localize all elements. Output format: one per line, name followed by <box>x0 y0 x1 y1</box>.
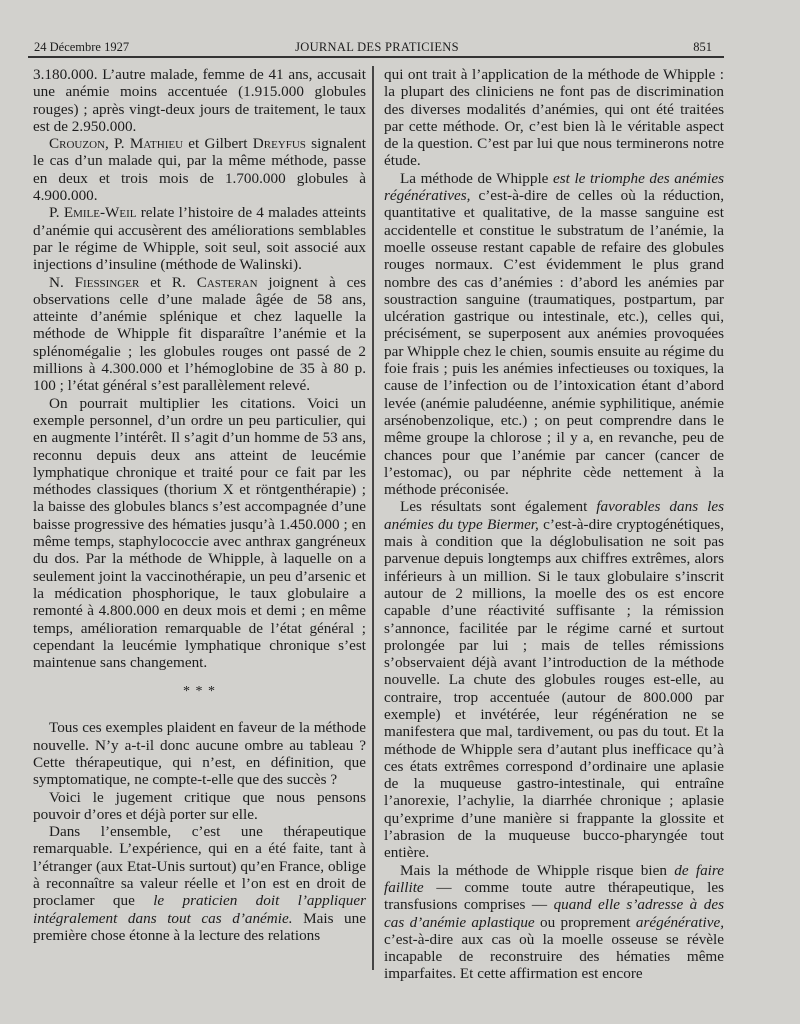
paragraph: qui ont trait à l’application de la méthode de Whipple : la plupart des cliniciens ne font pas de discrimination des diverses modalités d’anémies, qui ont été traitées par cette méthode. Or, c’est bien là le véritable aspect de la question. C’est par lui que nous terminerons notre étude. <box>384 66 724 170</box>
emphasis: le praticien doit l’appliquer intégralement dans tout cas d’anémie. <box>33 892 366 927</box>
section-separator: * * * <box>183 684 216 700</box>
emphasis: quand elle s’adresse à des cas d’anémie aplastique <box>384 896 724 931</box>
running-header <box>30 34 724 56</box>
author-name: Crouzon <box>49 135 105 153</box>
paragraph: Tous ces exemples plaident en faveur de la méthode nouvelle. N’y a-t-il donc aucune ombre au tableau ? Cette thérapeutique, qui n’est, en définition, que symptomatique, ne compte-t-elle que des succès ? <box>33 719 366 789</box>
paragraph: La méthode de Whipple est le triomphe des anémies régénératives, c’est-à-dire de celles où la réduction, quantitative et qualitative, de la masse sanguine est accidentelle et constitue le substratum de l’anémie, la moelle osseuse restant capable de refaire des globules rouges normaux. C’est évidemment le plus grand nombre des cas d’anémies : d’abord les anémies par soustraction sanguine (traumatiques, postpartum, par ulcération gastrique ou intestinale, etc.), celles qui, précisément, se superposent aux anémies provoquées par Whipple chez le chien, soumis ensuite au régime du foie frais ; puis les anémies infectieuses ou toxiques, la cause de l’infection ou de l’intoxication étant d’abord levée (anémie paludéenne, anémie syphilitique, anémie arsénobenzolique, etc.) ; on peut comprendre dans le même groupe la chlorose ; il y a, en revanche, peu de chances pour que l’anémie par cancer (cancer de l’estomac), ou par néphrite cède nettement à la méthode préconisée. <box>384 169 725 499</box>
author-name: Fiessinger <box>74 273 140 291</box>
author-name: Casteran <box>196 273 258 291</box>
paragraph: Mais la méthode de Whipple risque bien de faire faillite — comme toute autre thérapeutique, les transfusions comprises — quand elle s’adresse à des cas d’anémie aplastique ou proprement arégénérative, c’est-à-dire aux cas où la moelle osseuse se révèle incapable de reconstruire des hématies même imparfaites. Et cette affirmation est encore <box>384 861 724 983</box>
left-column <box>33 66 366 944</box>
column-divider <box>372 66 374 970</box>
paragraph: On pourrait multiplier les citations. Voici un exemple personnel, d’un ordre un peu particulier, qui en augmente l’intérêt. Il s’agit d’un homme de 53 ans, reconnu depuis deux ans atteint de leucémie lymphatique chronique et traité pour ce fait par les méthodes classiques (thorium X et röntgenthérapie) ; la baisse des globules blancs s’est accompagnée d’une baisse progressive des hématies jusqu’à 1.450.000 ; en même temps, staphylococcie avec anthrax gangréneux du dos. Par la méthode de Whipple, à laquelle on a seulement joint la vaccinothérapie, un peu d’arsenic et la médication phosphorique, le taux globulaire a remonté à 4.800.000 en deux mois et demi ; en même temps, amélioration remarquable de l’état général ; cependant la leucémie lymphatique chronique s’est maintenue sans changement. <box>33 394 366 672</box>
emphasis: arégénérative, <box>635 913 724 931</box>
paragraph: Les résultats sont également favorables dans les anémies du type Biermer, c’est-à-dire cryptogénétiques, mais à condition que la déglobulisation ne soit pas parvenue depuis longtemps aux chiffres extrêmes, alors inférieurs à un million. Si le taux globulaire s’inscrit autour de 2 millions, la moelle des os est encore capable d’une réactivité suffisante ; la rémission s’annonce, facilitée par le régime carné et surtout prolongée par lui ; mais de telles rémissions s’observaient déjà avant l’introduction de la méthode nouvelle. La chute des globules rouges est-elle, au contraire, trop accentuée (autour de 800.000 par exemple) et invétérée, leur régénération ne se manifestera que mal, tardivement, ou pas du tout. Et la méthode de Whipple sera d’autant plus inefficace qu’à ces états extrêmes correspond d’ordinaire une aplasie de la muqueuse gastro-intestinale, qui entraîne l’anorexie, l’achylie, la diarrhée chronique ; aplasie qu’exprime d’une manière si frappante la glossite et l’abrasion de la muqueuse bucco-pharyngée tout entière. <box>384 498 724 862</box>
paragraph: 3.180.000. L’autre malade, femme de 41 ans, accusait une anémie moins accentuée (1.915.000 globules rouges) ; après vingt-deux jours de traitement, le taux est de 2.950.000. <box>33 66 366 135</box>
paragraph: Voici le jugement critique que nous pensons pouvoir d’ores et déjà porter sur elle. <box>33 788 366 823</box>
paragraph: Crouzon, P. Mathieu et Gilbert Dreyfus signalent le cas d’un malade qui, par la même méthode, passe en deux et trois mois de 1.700.000 globules à 4.900.000. <box>33 135 366 205</box>
right-column <box>384 66 724 983</box>
paragraph: N. Fiessinger et R. Casteran joignent à ces observations celle d’une malade âgée de 58 ans, atteinte d’anémie splénique et chez laquelle la méthode de Whipple fit disparaître l’anémie et la splénomégalie ; les globules rouges ont passé de 2 millions à 4.300.000 et l’hémoglobine de 35 à 80 p. 100 ; l’état général s’est parallèlement relevé. <box>33 273 366 395</box>
author-name: Dreyfus <box>252 135 306 153</box>
header-date: 24 Décembre 1927 <box>34 40 130 54</box>
page-number: 851 <box>693 40 712 54</box>
author-name: Emile-Weil <box>63 204 137 222</box>
author-name: Mathieu <box>129 135 184 153</box>
emphasis: favorables dans les anémies du type Biermer, <box>384 498 724 533</box>
paragraph: Dans l’ensemble, c’est une thérapeutique remarquable. L’expérience, qui en a été faite, tant à l’étranger (aux Etat-Unis surtout) qu’en France, oblige à reconnaître sa valeur réelle et l’on est en droit de proclamer que le praticien doit l’appliquer intégralement dans tout cas d’anémie. Mais une première chose étonne à la lecture des relations <box>33 823 366 944</box>
emphasis: de faire faillite <box>384 861 724 896</box>
paragraph: P. Emile-Weil relate l’histoire de 4 malades atteints d’anémie qui accusèrent des améliorations semblables par le régime de Whipple, soit seul, soit associé aux injections d’insuline (méthode de Walinski). <box>33 204 367 274</box>
emphasis: est le triomphe des anémies régénératives, <box>384 169 725 205</box>
journal-title: JOURNAL DES PRATICIENS <box>295 40 459 54</box>
header-rule <box>28 56 724 58</box>
